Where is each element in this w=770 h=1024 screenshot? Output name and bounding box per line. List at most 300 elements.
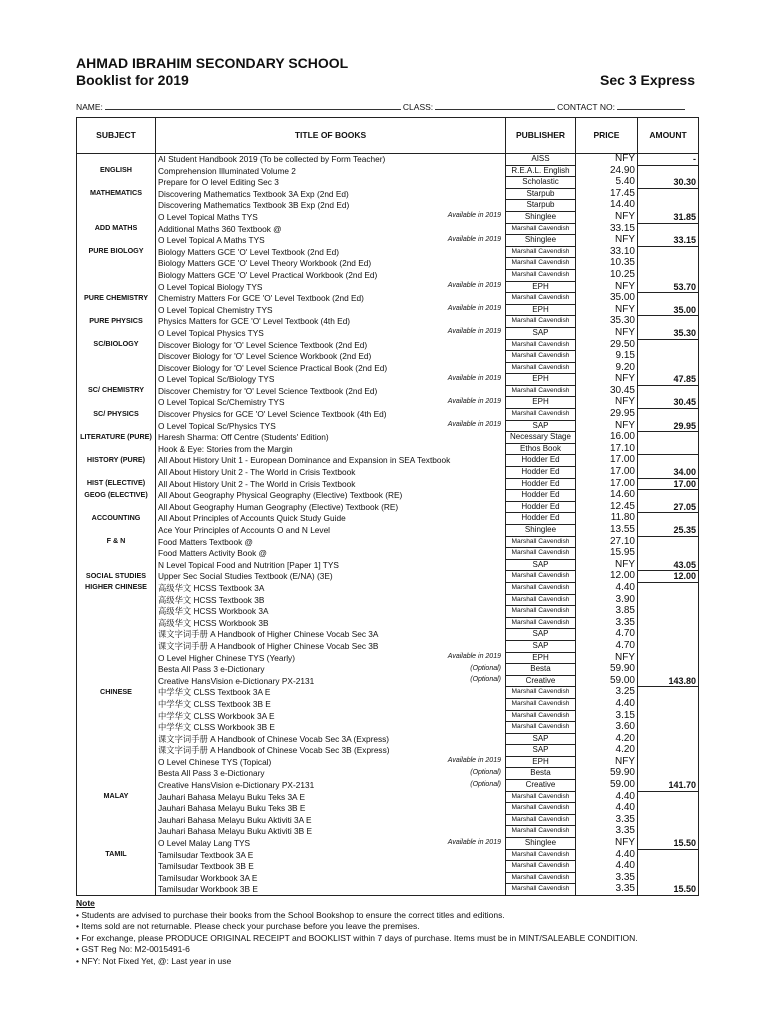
publisher-cell: Marshall Cavendish (506, 803, 576, 815)
book-title: Jauhari Bahasa Melayu Buku Teks 3A E (158, 791, 305, 802)
table-row (77, 223, 699, 235)
booklist-table (76, 117, 699, 896)
table-row (77, 884, 699, 896)
price-cell: NFY (576, 838, 638, 850)
table-row (77, 362, 699, 374)
amount-cell: 35.00 (638, 304, 699, 316)
book-title: Physics Matters for GCE 'O' Level Textbook (4th Ed) (158, 316, 351, 327)
table-row (77, 478, 699, 490)
publisher-cell: Shinglee (506, 235, 576, 247)
book-title: O Level Topical Maths TYS (158, 211, 258, 222)
price-cell: 9.15 (576, 351, 638, 363)
price-cell: 4.70 (576, 629, 638, 641)
book-title: O Level Topical A Maths TYS (158, 235, 265, 246)
book-title: 高级华文 HCSS Textbook 3B (158, 594, 265, 605)
price-cell: 3.90 (576, 594, 638, 606)
price-cell: NFY (576, 211, 638, 223)
publisher-cell: Hodder Ed (506, 501, 576, 513)
class-field[interactable] (435, 102, 555, 110)
table-row (77, 791, 699, 803)
price-cell: 33.15 (576, 223, 638, 235)
table-row (77, 467, 699, 479)
subject-cell: F & N (77, 536, 156, 571)
amount-cell (638, 698, 699, 710)
book-title: Tamilsudar Textbook 3B E (158, 861, 254, 872)
table-row (77, 188, 699, 200)
book-title-cell (156, 548, 506, 560)
book-title-cell (156, 420, 506, 432)
availability-note: Available in 2019 (447, 282, 501, 290)
table-row (77, 374, 699, 386)
price-cell: NFY (576, 281, 638, 293)
price-cell: NFY (576, 327, 638, 339)
book-title-cell (156, 640, 506, 652)
amount-cell (638, 664, 699, 676)
availability-note: Available in 2019 (447, 305, 501, 313)
book-title-cell (156, 467, 506, 479)
amount-cell (638, 606, 699, 618)
table-row (77, 722, 699, 734)
price-cell: 17.10 (576, 443, 638, 455)
price-cell: 29.50 (576, 339, 638, 351)
price-cell: 59.90 (576, 768, 638, 780)
book-title: Prepare for O level Editing Sec 3 (158, 177, 279, 188)
book-title: Discovering Mathematics Textbook 3B Exp (2nd Ed) (158, 200, 350, 211)
table-row (77, 733, 699, 745)
subject-cell (77, 154, 156, 166)
price-cell: 35.30 (576, 316, 638, 328)
book-title-cell (156, 246, 506, 258)
availability-note: Available in 2019 (447, 757, 501, 765)
table-row (77, 838, 699, 850)
subject-cell: TAMIL (77, 849, 156, 895)
amount-cell (638, 872, 699, 884)
price-cell: 4.40 (576, 849, 638, 861)
table-row (77, 571, 699, 583)
subject-cell: LITERATURE (PURE) (77, 432, 156, 455)
price-cell: 4.40 (576, 698, 638, 710)
amount-cell (638, 200, 699, 212)
table-row (77, 780, 699, 792)
table-row (77, 304, 699, 316)
book-title-cell (156, 582, 506, 594)
publisher-cell: AISS (506, 154, 576, 166)
publisher-cell: Marshall Cavendish (506, 293, 576, 305)
book-title: Creative HansVision e-Dictionary PX-2131 (158, 780, 315, 791)
price-cell: 3.25 (576, 687, 638, 699)
amount-cell (638, 293, 699, 305)
amount-cell (638, 745, 699, 757)
name-label: NAME: (76, 102, 103, 112)
price-cell: NFY (576, 397, 638, 409)
amount-cell: 29.95 (638, 420, 699, 432)
book-title-cell (156, 362, 506, 374)
publisher-cell: Hodder Ed (506, 478, 576, 490)
book-title-cell (156, 316, 506, 328)
book-title: 中学华文 CLSS Textbook 3B E (158, 698, 271, 709)
amount-cell (638, 246, 699, 258)
book-title-cell (156, 814, 506, 826)
book-title: All About History Unit 2 - The World in Crisis Textbook (158, 467, 356, 478)
amount-cell (638, 803, 699, 815)
table-row (77, 490, 699, 502)
subject-cell: PURE BIOLOGY (77, 246, 156, 292)
availability-note: Available in 2019 (447, 421, 501, 429)
price-cell: 5.40 (576, 177, 638, 189)
book-title: All About History Unit 1 - European Dominance and Expansion in SEA Textbook (158, 455, 451, 466)
price-cell: 3.35 (576, 814, 638, 826)
publisher-cell: EPH (506, 281, 576, 293)
table-row (77, 525, 699, 537)
amount-cell (638, 687, 699, 699)
price-cell: 4.20 (576, 745, 638, 757)
amount-cell: 25.35 (638, 525, 699, 537)
subject-cell: HIST (ELECTIVE) (77, 478, 156, 490)
subject-cell: GEOG (ELECTIVE) (77, 490, 156, 513)
amount-cell: 31.85 (638, 211, 699, 223)
book-title-cell (156, 269, 506, 281)
amount-cell (638, 861, 699, 873)
amount-cell (638, 826, 699, 838)
book-title-cell (156, 780, 506, 792)
book-title-cell (156, 235, 506, 247)
subject-cell: SC/ CHEMISTRY (77, 385, 156, 408)
price-cell: 4.20 (576, 733, 638, 745)
publisher-cell: Marshall Cavendish (506, 582, 576, 594)
publisher-cell: Marshall Cavendish (506, 710, 576, 722)
amount-cell (638, 490, 699, 502)
availability-note: (Optional) (470, 676, 501, 684)
booklist-title: Booklist for 2019 (76, 72, 189, 88)
price-cell: 3.60 (576, 722, 638, 734)
book-title-cell (156, 872, 506, 884)
price-cell: 17.00 (576, 478, 638, 490)
book-title: 高级华文 HCSS Workbook 3A (158, 606, 269, 617)
publisher-header: PUBLISHER (506, 118, 576, 154)
table-row (77, 640, 699, 652)
amount-cell: 141.70 (638, 780, 699, 792)
publisher-cell: Marshall Cavendish (506, 362, 576, 374)
publisher-cell: Marshall Cavendish (506, 339, 576, 351)
publisher-cell: SAP (506, 559, 576, 571)
table-row (77, 652, 699, 664)
amount-cell (638, 722, 699, 734)
amount-cell: 30.30 (638, 177, 699, 189)
amount-cell: 15.50 (638, 838, 699, 850)
book-title: Discover Biology for 'O' Level Science Textbook (2nd Ed) (158, 339, 368, 350)
book-title: O Level Topical Chemistry TYS (158, 304, 273, 315)
book-title-cell (156, 884, 506, 896)
amount-cell (638, 269, 699, 281)
amount-cell (638, 617, 699, 629)
name-field[interactable] (105, 102, 401, 110)
table-row (77, 420, 699, 432)
table-row (77, 582, 699, 594)
book-title-cell (156, 385, 506, 397)
book-title: All About History Unit 2 - The World in Crisis Textbook (158, 478, 356, 489)
amount-cell (638, 455, 699, 467)
price-cell: 10.35 (576, 258, 638, 270)
availability-note: Available in 2019 (447, 212, 501, 220)
publisher-cell: Marshall Cavendish (506, 814, 576, 826)
contact-field[interactable] (617, 102, 685, 110)
table-row (77, 849, 699, 861)
book-title: 课文字词手册 A Handbook of Higher Chinese Vocab Sec 3B (158, 640, 379, 651)
publisher-cell: Marshall Cavendish (506, 409, 576, 421)
publisher-cell: Creative (506, 675, 576, 687)
publisher-cell: SAP (506, 420, 576, 432)
publisher-cell: Starpub (506, 200, 576, 212)
price-cell: 13.55 (576, 525, 638, 537)
book-title-cell (156, 432, 506, 444)
book-title: Discover Biology for 'O' Level Science Workbook (2nd Ed) (158, 351, 372, 362)
table-row (77, 594, 699, 606)
table-row (77, 397, 699, 409)
book-title-cell (156, 154, 506, 166)
booklist-body (77, 154, 699, 896)
table-row (77, 745, 699, 757)
price-cell: 11.80 (576, 513, 638, 525)
publisher-cell: Marshall Cavendish (506, 351, 576, 363)
price-cell: 17.00 (576, 455, 638, 467)
price-cell: 33.10 (576, 246, 638, 258)
subject-cell: MALAY (77, 791, 156, 849)
book-title: AI Student Handbook 2019 (To be collected by Form Teacher) (158, 154, 386, 165)
amount-cell (638, 849, 699, 861)
amount-cell (638, 316, 699, 328)
book-title: Food Matters Activity Book @ (158, 548, 267, 559)
book-title: 中学华文 CLSS Textbook 3A E (158, 687, 271, 698)
publisher-cell: Besta (506, 768, 576, 780)
amount-cell (638, 756, 699, 768)
amount-cell: 35.30 (638, 327, 699, 339)
amount-cell (638, 640, 699, 652)
price-cell: 12.45 (576, 501, 638, 513)
price-cell: NFY (576, 652, 638, 664)
subject-cell: HIGHER CHINESE (77, 582, 156, 686)
price-cell: 10.25 (576, 269, 638, 281)
publisher-cell: Shinglee (506, 525, 576, 537)
note-item: • GST Reg No: M2-0015491-6 (76, 944, 190, 955)
subject-cell: PURE PHYSICS (77, 316, 156, 339)
amount-cell (638, 582, 699, 594)
book-title-cell (156, 409, 506, 421)
book-title: All About Geography Physical Geography (Elective) Textbook (RE) (158, 490, 403, 501)
amount-cell (638, 223, 699, 235)
table-row (77, 513, 699, 525)
price-cell: NFY (576, 154, 638, 166)
table-row (77, 617, 699, 629)
book-title: All About Geography Human Geography (Elective) Textbook (RE) (158, 501, 399, 512)
price-cell: NFY (576, 304, 638, 316)
table-row (77, 698, 699, 710)
table-row (77, 872, 699, 884)
publisher-cell: Marshall Cavendish (506, 269, 576, 281)
table-row (77, 385, 699, 397)
book-title: 高级华文 HCSS Workbook 3B (158, 617, 269, 628)
amount-cell: 47.85 (638, 374, 699, 386)
publisher-cell: EPH (506, 304, 576, 316)
table-header-row (77, 118, 699, 154)
book-title-cell (156, 258, 506, 270)
amount-cell: 143.80 (638, 675, 699, 687)
book-title-cell (156, 536, 506, 548)
book-title: Food Matters Textbook @ (158, 536, 253, 547)
availability-note: Available in 2019 (447, 838, 501, 846)
book-title-cell (156, 675, 506, 687)
price-cell: 3.15 (576, 710, 638, 722)
price-cell: 14.60 (576, 490, 638, 502)
book-title-cell (156, 351, 506, 363)
subject-cell: CHINESE (77, 687, 156, 791)
book-title: O Level Topical Sc/Physics TYS (158, 420, 276, 431)
price-cell: 12.00 (576, 571, 638, 583)
publisher-cell: EPH (506, 756, 576, 768)
publisher-cell: Shinglee (506, 838, 576, 850)
book-title-cell (156, 177, 506, 189)
publisher-cell: Marshall Cavendish (506, 791, 576, 803)
book-title: Biology Matters GCE 'O' Level Textbook (2nd Ed) (158, 246, 340, 257)
availability-note: Available in 2019 (447, 235, 501, 243)
contact-label: CONTACT NO: (557, 102, 615, 112)
subject-cell: SC/BIOLOGY (77, 339, 156, 385)
price-cell: 4.40 (576, 803, 638, 815)
book-title-cell (156, 559, 506, 571)
availability-note: Available in 2019 (447, 374, 501, 382)
price-cell: 14.40 (576, 200, 638, 212)
book-title-cell (156, 606, 506, 618)
publisher-cell: Marshall Cavendish (506, 884, 576, 896)
book-title-cell (156, 687, 506, 699)
amount-cell: 15.50 (638, 884, 699, 896)
publisher-cell: Scholastic (506, 177, 576, 189)
table-row (77, 269, 699, 281)
availability-note: (Optional) (470, 780, 501, 788)
book-title-cell (156, 327, 506, 339)
price-cell: 59.00 (576, 675, 638, 687)
amount-cell: - (638, 154, 699, 166)
amount-cell (638, 443, 699, 455)
book-title: Chemistry Matters For GCE 'O' Level Textbook (2nd Ed) (158, 293, 364, 304)
price-cell: 4.40 (576, 791, 638, 803)
publisher-cell: EPH (506, 397, 576, 409)
amount-cell (638, 652, 699, 664)
table-row (77, 664, 699, 676)
note-item: • For exchange, please PRODUCE ORIGINAL RECEIPT and BOOKLIST within 7 days of purchase. Items must be in MINT/SALEABLE CONDITION. (76, 932, 638, 943)
amount-header: AMOUNT (638, 118, 699, 154)
note-item: • Items sold are not returnable. Please check your purchase before you leave the premises. (76, 921, 420, 932)
publisher-cell: Marshall Cavendish (506, 617, 576, 629)
availability-note: (Optional) (470, 664, 501, 672)
publisher-cell: Starpub (506, 188, 576, 200)
publisher-cell: Marshall Cavendish (506, 594, 576, 606)
price-cell: 4.40 (576, 861, 638, 873)
book-title-cell (156, 571, 506, 583)
stream-label: Sec 3 Express (600, 72, 695, 88)
publisher-cell: Hodder Ed (506, 467, 576, 479)
book-title-cell (156, 722, 506, 734)
book-title: Jauhari Bahasa Melayu Buku Aktiviti 3B E (158, 826, 313, 837)
amount-cell (638, 351, 699, 363)
price-cell: 3.35 (576, 617, 638, 629)
publisher-cell: SAP (506, 733, 576, 745)
amount-cell: 53.70 (638, 281, 699, 293)
title-header: TITLE OF BOOKS (156, 118, 506, 154)
book-title: Biology Matters GCE 'O' Level Theory Workbook (2nd Ed) (158, 258, 372, 269)
subject-cell: ACCOUNTING (77, 513, 156, 536)
table-row (77, 177, 699, 189)
book-title-cell (156, 768, 506, 780)
publisher-cell: Marshall Cavendish (506, 687, 576, 699)
amount-cell (638, 409, 699, 421)
publisher-cell: EPH (506, 374, 576, 386)
book-title-cell (156, 710, 506, 722)
book-title: O Level Topical Biology TYS (158, 281, 263, 292)
book-title: Discover Biology for 'O' Level Science Practical Book (2nd Ed) (158, 362, 388, 373)
book-title-cell (156, 443, 506, 455)
table-row (77, 501, 699, 513)
amount-cell (638, 165, 699, 177)
book-title-cell (156, 490, 506, 502)
book-title: 中学华文 CLSS Workbook 3A E (158, 710, 275, 721)
price-cell: 4.70 (576, 640, 638, 652)
price-cell: 17.45 (576, 188, 638, 200)
book-title: Tamilsudar Workbook 3A E (158, 872, 258, 883)
price-cell: 3.35 (576, 826, 638, 838)
book-title-cell (156, 304, 506, 316)
amount-cell (638, 258, 699, 270)
publisher-cell: SAP (506, 745, 576, 757)
book-title-cell (156, 478, 506, 490)
publisher-cell: Marshall Cavendish (506, 872, 576, 884)
book-title: Discovering Mathematics Textbook 3A Exp (2nd Ed) (158, 188, 349, 199)
publisher-cell: Ethos Book (506, 443, 576, 455)
book-title: O Level Chinese TYS (Topical) (158, 756, 272, 767)
price-cell: 59.90 (576, 664, 638, 676)
publisher-cell: Marshall Cavendish (506, 698, 576, 710)
amount-cell: 43.05 (638, 559, 699, 571)
price-cell: NFY (576, 420, 638, 432)
book-title: Discover Chemistry for 'O' Level Science Textbook (2nd Ed) (158, 385, 378, 396)
school-name: AHMAD IBRAHIM SECONDARY SCHOOL (76, 55, 349, 71)
book-title: Creative HansVision e-Dictionary PX-2131 (158, 675, 315, 686)
amount-cell (638, 548, 699, 560)
price-cell: 59.00 (576, 780, 638, 792)
amount-cell (638, 594, 699, 606)
subject-cell: ADD MATHS (77, 223, 156, 246)
price-cell: 3.35 (576, 872, 638, 884)
table-row (77, 200, 699, 212)
book-title: Tamilsudar Textbook 3A E (158, 849, 254, 860)
book-title-cell (156, 838, 506, 850)
book-title-cell (156, 756, 506, 768)
table-row (77, 675, 699, 687)
table-row (77, 803, 699, 815)
book-title-cell (156, 165, 506, 177)
price-cell: 3.85 (576, 606, 638, 618)
publisher-cell: Marshall Cavendish (506, 536, 576, 548)
table-row (77, 409, 699, 421)
book-title-cell (156, 617, 506, 629)
table-row (77, 443, 699, 455)
book-title: Additional Maths 360 Textbook @ (158, 223, 282, 234)
publisher-cell: Hodder Ed (506, 513, 576, 525)
price-cell: 15.95 (576, 548, 638, 560)
table-row (77, 165, 699, 177)
amount-cell (638, 385, 699, 397)
publisher-cell: SAP (506, 327, 576, 339)
availability-note: Available in 2019 (447, 653, 501, 661)
